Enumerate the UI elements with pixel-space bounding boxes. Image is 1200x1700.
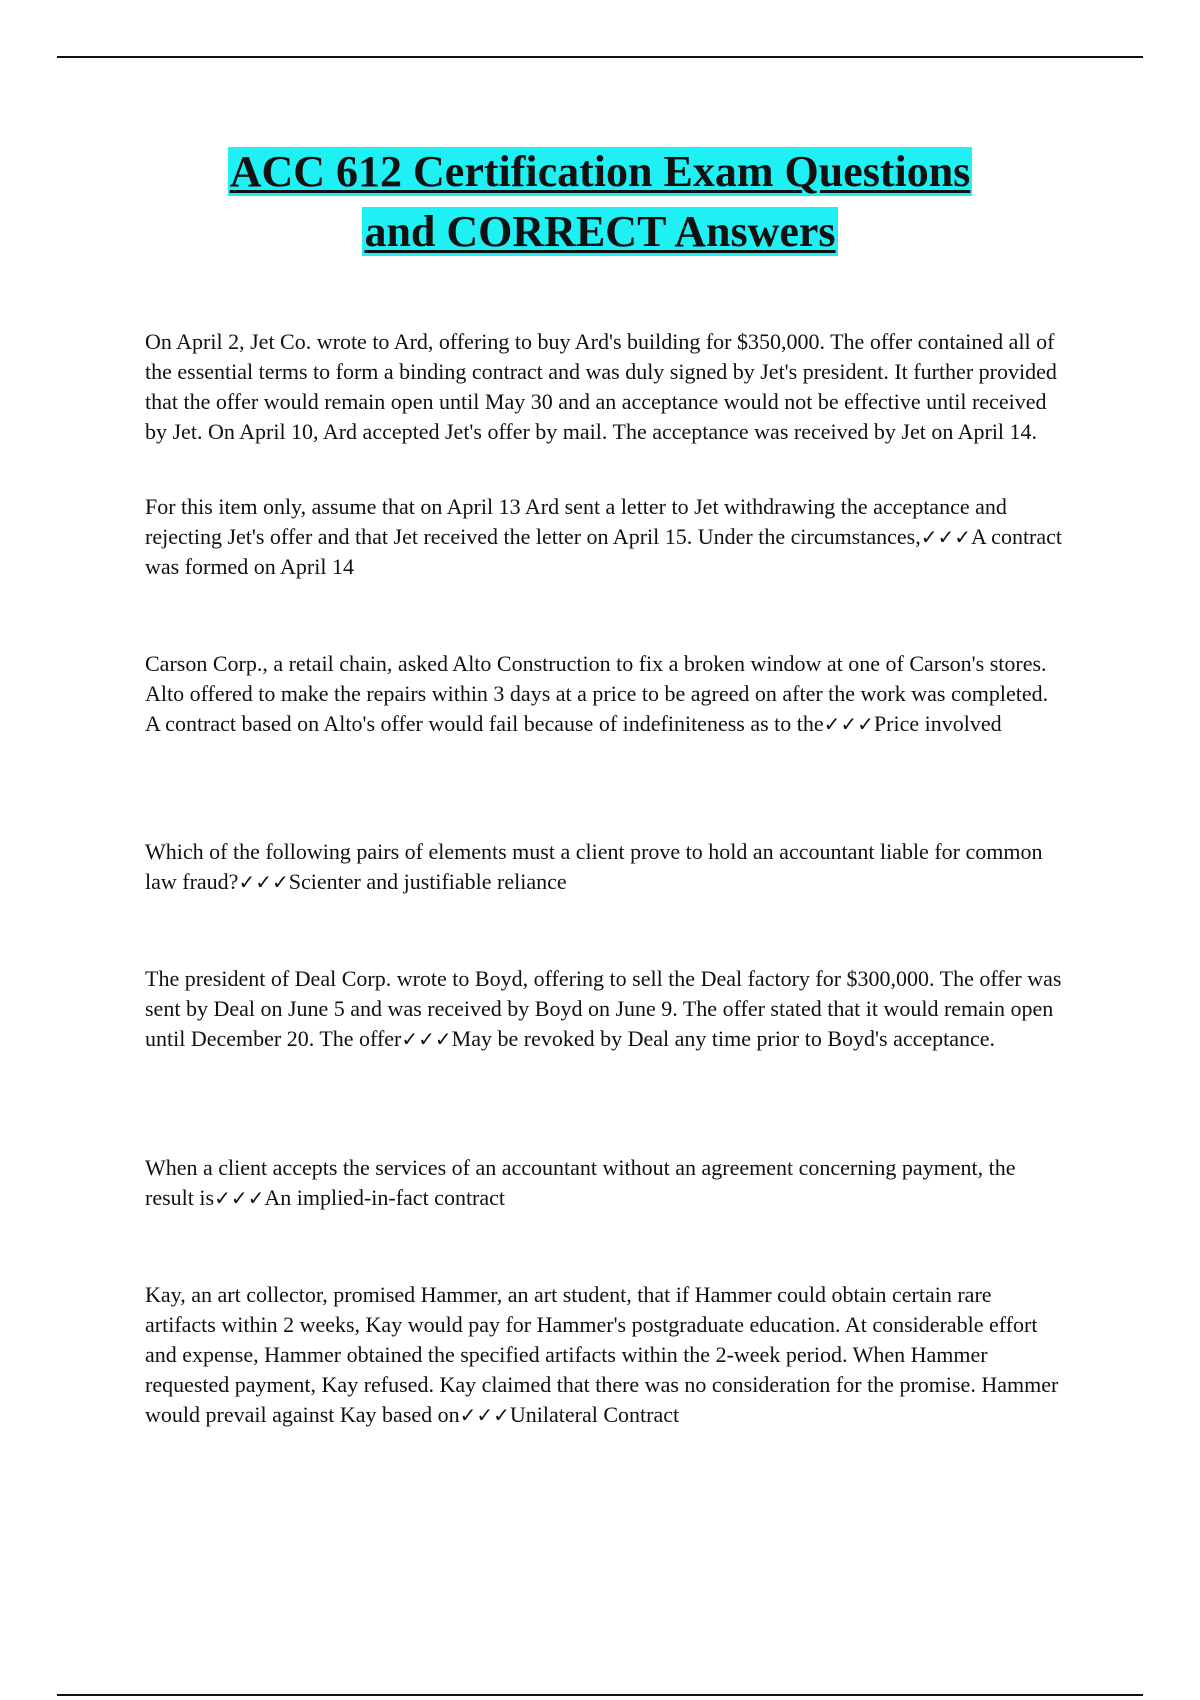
question-2 [145,649,1065,739]
question-text: When a client accepts the services of an accountant without an agreement concerning payment, the result is [145,1155,1016,1210]
check-marks-icon: ✓✓✓ [238,870,289,894]
check-marks-icon: ✓✓✓ [823,712,874,736]
answer-text: Price involved [873,711,1002,736]
answer-text: May be revoked by Deal any time prior to Boyd's acceptance. [451,1026,996,1051]
question-6 [145,1280,1065,1430]
question-4 [145,964,1065,1054]
question-1 [145,492,1065,582]
question-text: Carson Corp., a retail chain, asked Alto Construction to fix a broken window at one of Carson's stores. Alto offered to make the repairs within 3 days at a price to be agreed on after the work was completed. A contract based on Alto's offer would fail because of indefiniteness as to the [145,651,1049,736]
answer-text: Unilateral Contract [509,1402,680,1427]
title-line-1: ACC 612 Certification Exam Questions [229,147,971,196]
question-intro-text: On April 2, Jet Co. wrote to Ard, offering to buy Ard's building for $350,000. The offer contained all of the essential terms to form a binding contract and was duly signed by Jet's president. It further provided that the offer would remain open until May 30 and an acceptance would not be effective until received by Jet. On April 10, Ard accepted Jet's offer by mail. The acceptance was received by Jet on April 14. [145,329,1057,444]
question-1-intro [145,327,1065,447]
title-line-2: and CORRECT Answers [364,207,836,256]
check-marks-icon: ✓✓✓ [401,1027,452,1051]
check-marks-icon: ✓✓✓ [214,1186,265,1210]
check-marks-icon: ✓✓✓ [459,1403,510,1427]
question-text: Kay, an art collector, promised Hammer, an art student, that if Hammer could obtain certain rare artifacts within 2 weeks, Kay would pay for Hammer's postgraduate education. At considerable effort and expense, Hammer obtained the specified artifacts within the 2-week period. When Hammer requested payment, Kay refused. Kay claimed that there was no consideration for the promise. Hammer would prevail against Kay based on [145,1282,1059,1427]
check-marks-icon: ✓✓✓ [920,525,971,549]
question-text: For this item only, assume that on April 13 Ard sent a letter to Jet withdrawing the acceptance and rejecting Jet's offer and that Jet received the letter on April 15. Under the circumstances, [145,494,1007,549]
answer-text: A contract was formed on April 14 [145,524,1063,579]
question-3 [145,837,1065,897]
answer-text: Scienter and justifiable reliance [288,869,567,894]
page-title [0,142,1200,262]
answer-text: An implied-in-fact contract [264,1185,506,1210]
top-rule [57,56,1143,58]
question-5 [145,1153,1065,1213]
question-text: The president of Deal Corp. wrote to Boyd, offering to sell the Deal factory for $300,000. The offer was sent by Deal on June 5 and was received by Boyd on June 9. The offer stated that it would remain open until December 20. The offer [145,966,1062,1051]
question-text: Which of the following pairs of elements must a client prove to hold an accountant liable for common law fraud? [145,839,1043,894]
bottom-rule [57,1694,1143,1696]
